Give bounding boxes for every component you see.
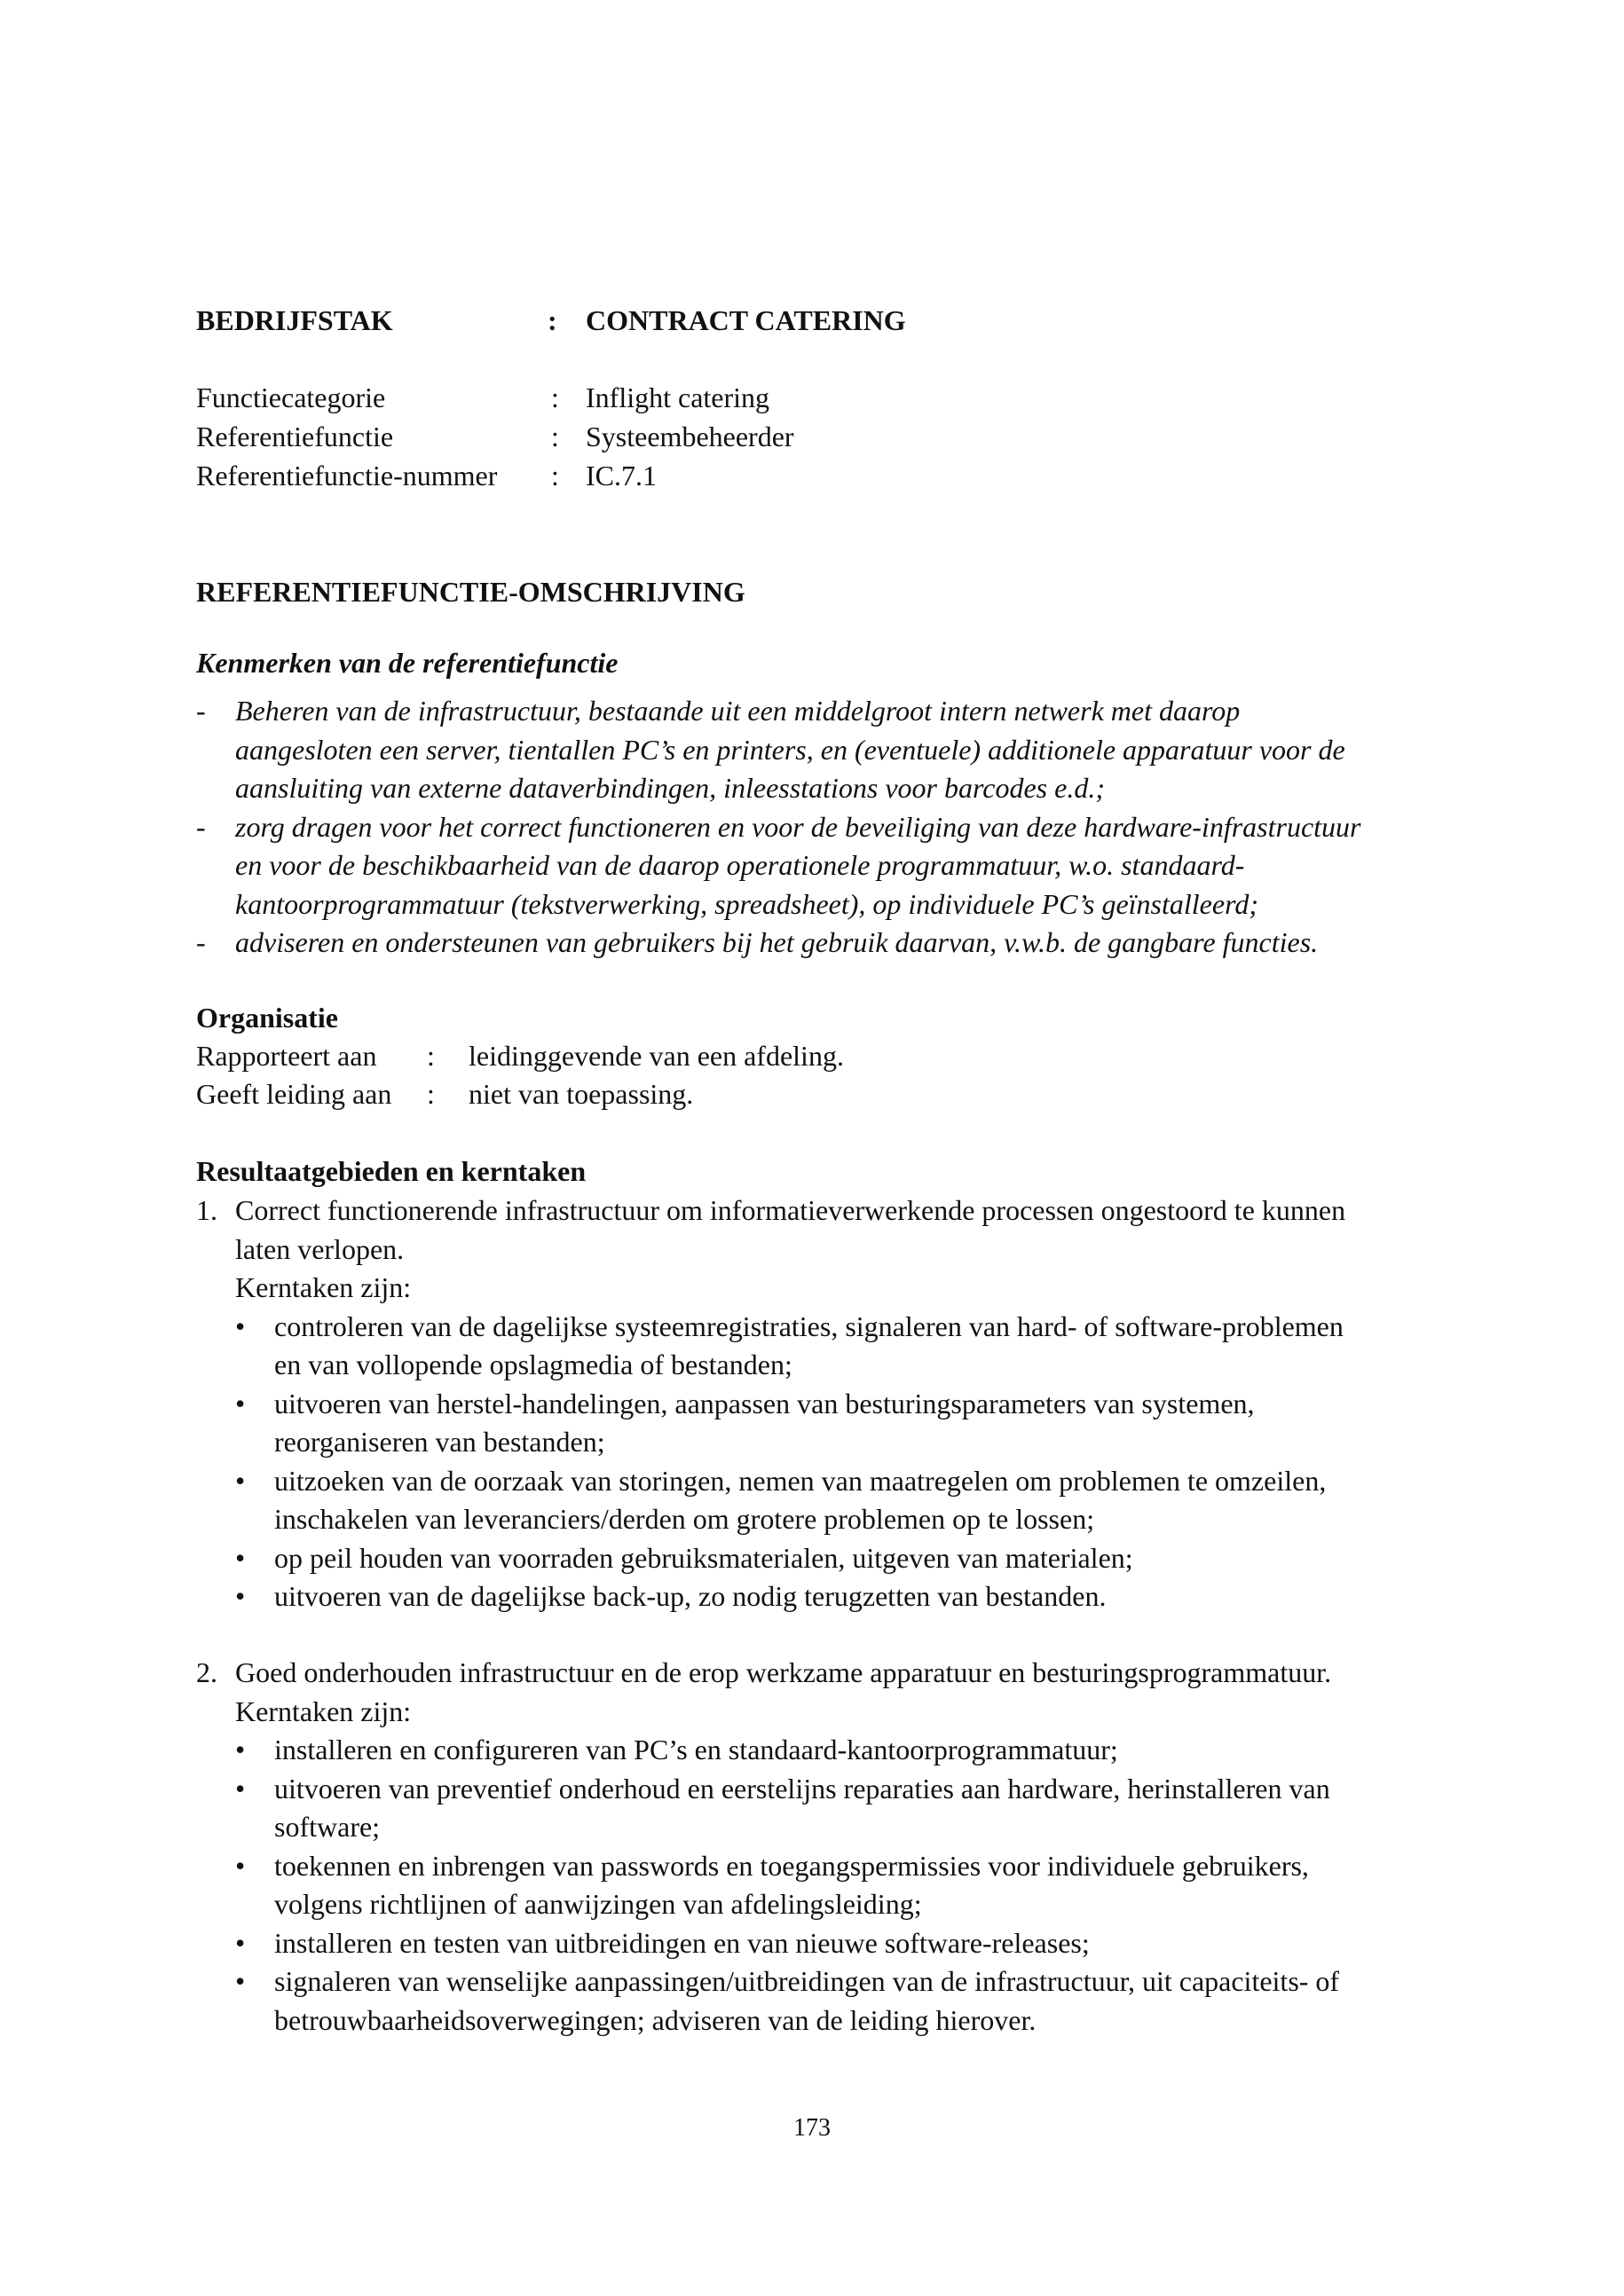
field-separator: :	[551, 421, 559, 452]
sector-separator: :	[548, 304, 557, 336]
list-item-line: kantoorprogrammatuur (tekstverwerking, spreadsheet), op individuele PC’s geïnstalleerd;	[235, 887, 1258, 920]
task-line: betrouwbaarheidsoverwegingen; adviseren van de leiding hierover.	[274, 2003, 1037, 2036]
bullet-marker: •	[235, 1580, 246, 1612]
organisation-label: Geeft leiding aan	[196, 1078, 392, 1110]
organisation-value: niet van toepassing.	[469, 1078, 694, 1110]
list-item	[196, 692, 1456, 808]
description-title: REFERENTIEFUNCTIE-OMSCHRIJVING	[196, 576, 745, 608]
result-area-number: 1.	[196, 1194, 217, 1226]
field-value: Inflight catering	[586, 381, 770, 413]
field-label: Functiecategorie	[196, 381, 386, 413]
list-item-line: en voor de beschikbaarheid van de daarop operationele programmatuur, w.o. standaard-	[235, 849, 1245, 881]
result-area-1	[196, 1191, 1456, 1616]
task-line: op peil houden van voorraden gebruiksmaterialen, uitgeven van materialen;	[274, 1541, 1133, 1574]
organisation-separator: :	[427, 1040, 435, 1072]
bullet-marker: •	[235, 1926, 246, 1959]
task-line: uitvoeren van herstel-handelingen, aanpassen van besturingsparameters van systemen,	[274, 1387, 1255, 1419]
result-area-number: 2.	[196, 1656, 217, 1688]
task-item	[196, 1539, 1456, 1578]
characteristics-list	[196, 692, 1456, 963]
list-item-line: aansluiting van externe dataverbindingen, inleesstations voor barcodes e.d.;	[235, 772, 1105, 804]
list-item-line: zorg dragen voor het correct functioneren en voor de beveiliging van deze hardware-infrastructuur	[235, 810, 1361, 843]
field-label: Referentiefunctie-nummer	[196, 460, 498, 491]
bullet-marker: •	[235, 1734, 246, 1765]
task-line: volgens richtlijnen of aanwijzingen van afdelingsleiding;	[274, 1888, 922, 1920]
task-line: uitzoeken van de oorzaak van storingen, nemen van maatregelen om problemen te omzeilen,	[274, 1464, 1327, 1497]
list-item-line: adviseren en ondersteunen van gebruikers bij het gebruik daarvan, v.w.b. de gangbare functies.	[235, 926, 1319, 958]
dash-marker: -	[196, 810, 206, 843]
result-area-title-line: laten verlopen.	[235, 1232, 405, 1265]
results-heading: Resultaatgebieden en kerntaken	[196, 1155, 587, 1187]
dash-marker: -	[196, 695, 206, 727]
sector-label: BEDRIJFSTAK	[196, 304, 393, 336]
field-value: IC.7.1	[586, 460, 657, 491]
organisation-separator: :	[427, 1078, 435, 1110]
tasks-label: Kerntaken zijn:	[235, 1694, 412, 1727]
task-line: inschakelen van leveranciers/derden om grotere problemen op te lossen;	[274, 1503, 1095, 1535]
bullet-marker: •	[235, 1849, 246, 1882]
task-item	[196, 1577, 1456, 1616]
list-item	[196, 924, 1456, 963]
tasks-label: Kerntaken zijn:	[235, 1271, 412, 1303]
field-separator: :	[551, 460, 559, 491]
task-item	[196, 1770, 1456, 1847]
field-separator: :	[551, 381, 559, 413]
result-area-title-line: Goed onderhouden infrastructuur en de erop werkzame apparatuur en besturingsprogrammatuur.	[235, 1656, 1332, 1688]
result-area-title	[196, 1191, 1456, 1269]
bullet-marker: •	[235, 1464, 246, 1497]
task-item	[196, 1385, 1456, 1462]
organisation-value: leidinggevende van een afdeling.	[469, 1040, 844, 1072]
field-value: Systeembeheerder	[586, 421, 794, 452]
task-line: installeren en configureren van PC’s en standaard-kantoorprogrammatuur;	[274, 1734, 1118, 1765]
list-item-line: Beheren van de infrastructuur, bestaande uit een middelgroot intern netwerk met daarop	[235, 695, 1241, 727]
result-area-title-line: Correct functionerende infrastructuur om informatieverwerkende processen ongestoord te kunnen	[235, 1194, 1346, 1226]
task-line: controleren van de dagelijkse systeemregistraties, signaleren van hard- of software-problemen	[274, 1309, 1344, 1342]
list-item	[196, 808, 1456, 924]
organisation-label: Rapporteert aan	[196, 1040, 377, 1072]
task-line: software;	[274, 1811, 381, 1843]
field-label: Referentiefunctie	[196, 421, 394, 452]
task-line: signaleren van wenselijke aanpassingen/uitbreidingen van de infrastructuur, uit capaciteits- of	[274, 1965, 1340, 1997]
task-line: en van vollopende opslagmedia of bestanden;	[274, 1349, 792, 1380]
organisation-heading: Organisatie	[196, 1002, 338, 1034]
task-item	[196, 1924, 1456, 1963]
sector-value: CONTRACT CATERING	[586, 304, 906, 336]
page-number: 173	[793, 2114, 831, 2142]
dash-marker: -	[196, 926, 206, 958]
result-area-title	[196, 1654, 1456, 1693]
task-item	[196, 1731, 1456, 1770]
characteristics-heading: Kenmerken van de referentiefunctie	[196, 647, 619, 679]
task-line: uitvoeren van preventief onderhoud en eerstelijns reparaties aan hardware, herinstalleren van	[274, 1772, 1330, 1805]
list-item-line: aangesloten een server, tientallen PC’s en printers, en (eventuele) additionele apparatuur voor de	[235, 733, 1345, 766]
task-line: toekennen en inbrengen van passwords en toegangspermissies voor individuele gebruikers,	[274, 1849, 1309, 1882]
task-line: uitvoeren van de dagelijkse back-up, zo nodig terugzetten van bestanden.	[274, 1580, 1107, 1612]
task-item	[196, 1847, 1456, 1924]
task-item	[196, 1462, 1456, 1539]
bullet-marker: •	[235, 1965, 246, 1997]
result-area-2	[196, 1654, 1456, 2040]
bullet-marker: •	[235, 1309, 246, 1342]
task-line: reorganiseren van bestanden;	[274, 1426, 605, 1458]
task-line: installeren en testen van uitbreidingen en van nieuwe software-releases;	[274, 1926, 1090, 1959]
task-item	[196, 1962, 1456, 2040]
task-item	[196, 1308, 1456, 1385]
bullet-marker: •	[235, 1541, 246, 1574]
bullet-marker: •	[235, 1772, 246, 1805]
bullet-marker: •	[235, 1387, 246, 1419]
